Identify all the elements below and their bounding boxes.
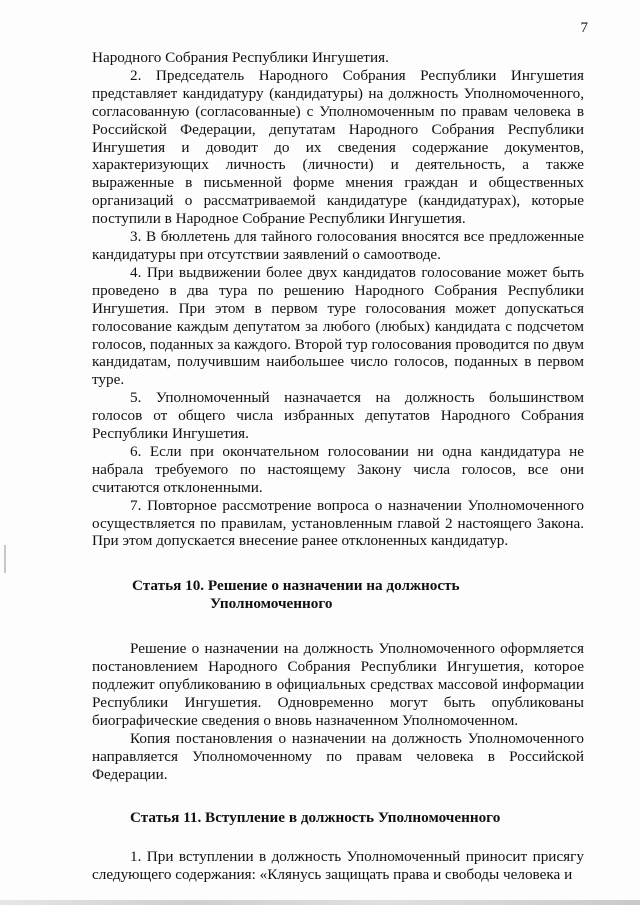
- article-10-paragraph-2: Копия постановления о назначении на должность Уполномоченного направляется Уполномоченному по правам человека в Российской Федерации.: [92, 729, 584, 783]
- paragraph-continuation: Народного Собрания Республики Ингушетия.: [92, 49, 389, 66]
- paragraph-item-3: 3. В бюллетень для тайного голосования вносятся все предложенные кандидатуры при отсутствии заявлений о самоотводе.: [92, 228, 584, 263]
- article-10-paragraph-1: Решение о назначении на должность Уполномоченного оформляется постановлением Народного Собрания Республики Ингушетия, которое подлежит опубликованию в официальных средствах массовой информации Республики Ингушетия. Одновременно могут быть опубликованы биографические сведения о вновь назначенном Уполномоченном.: [92, 640, 584, 729]
- paragraph-item-6: 6. Если при окончательном голосовании ни одна кандидатура не набрала требуемого по настоящему Закону числа голосов, все они считаются отклоненными.: [92, 442, 584, 496]
- article-11-heading: Статья 11. Вступление в должность Уполномоченного: [130, 808, 501, 826]
- page-number: 7: [580, 20, 588, 36]
- article-11-paragraph-1: 1. При вступлении в должность Уполномоченный приносит присягу следующего содержания: «Клянусь защищать права и свободы человека и: [92, 847, 584, 883]
- paragraph-item-2: 2. Председатель Народного Собрания Республики Ингушетия представляет кандидатуру (кандидатуры) на должность Уполномоченного, согласованную (согласованные) с Уполномоченным по правам человека в Российской Федерации, депутатам Народного Собрания Республики Ингушетия и доводит до их сведения содержание документов, характеризующих личность (личности) и деятельность, а также выраженные в письменной форме мнения граждан и общественных организаций о рассматриваемой кандидатуре (кандидатурах), которые поступили в Народное Собрание Республики Ингушетия.: [92, 66, 584, 228]
- scan-artifact: [4, 545, 6, 573]
- article-10-title-line1: Статья 10. Решение о назначении на должность: [132, 577, 460, 595]
- paragraph-item-4: 4. При выдвижении более двух кандидатов голосование может быть проведено в два тура по решению Народного Собрания Республики Ингушетия. При этом в первом туре голосования может допускаться голосование каждым депутатом за любого (любых) кандидата с подсчетом голосов, поданных за каждого. Второй тур голосования проводится по двум кандидатам, получившим наибольшее число голосов, поданных в первом туре.: [92, 263, 584, 389]
- document-body: [92, 49, 584, 883]
- article-10-heading: [92, 577, 584, 613]
- paragraph-item-7: 7. Повторное рассмотрение вопроса о назначении Уполномоченного осуществляется по правилам, установленным главой 2 настоящего Закона. При этом допускается внесение ранее отклоненных кандидатур.: [92, 496, 584, 550]
- article-10-title-line2: Уполномоченного: [210, 595, 333, 613]
- scan-bottom-edge: [0, 900, 640, 905]
- paragraph-item-5: 5. Уполномоченный назначается на должность большинством голосов от общего числа избранных депутатов Народного Собрания Республики Ингушетия.: [92, 389, 584, 443]
